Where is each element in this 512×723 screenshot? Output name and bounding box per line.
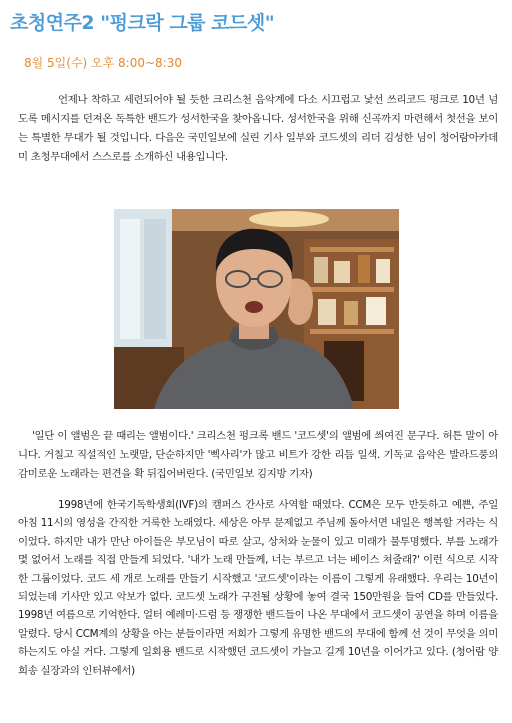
band-leader-photo <box>114 209 399 409</box>
intro-paragraph: 언제나 착하고 세련되어야 될 듯한 크리스천 음악계에 다소 시끄럽고 낯선 쓰리코드 펑크로 10년 넘도록 메시지를 던져온 독특한 밴드가 성서한국을 찾아옵니다. 성서한국을 위해 신곡까지 마련해서 첫선을 보이는 특별한 무대가 될 것입니다. 다음은 국민일보에 실린 기사 일부와 코드셋의 리더 김성한 님이 청어람아카데미 초청무대에서 스스로를 소개하신 내용입니다. <box>18 94 498 163</box>
news-quote-paragraph: '일단 이 앨범은 끝 때리는 앨범이다.' 크리스천 펑크록 밴드 '코드셋'의 앨범에 씌여진 문구다. 허튼 말이 아니다. 거칠고 직설적인 노랫말, 단순하지만 '삑사리'가 많고 비트가 강한 리듬 일색. 기독교 음악은 발라드풍의 감미로운 노래라는 편견을 확 뒤집어버린다. (국민일보 김지방 기자) <box>18 430 498 480</box>
performance-schedule: 8월 5일(수) 오후 8:00~8:30 <box>24 56 182 70</box>
page-title: 초청연주2 "펑크락 그룹 코드셋" <box>10 12 275 34</box>
band-story-paragraph: 1998년에 한국기독학생회(IVF)의 캠퍼스 간사로 사역할 때였다. CCM은 모두 반듯하고 예쁜, 주일 아침 11시의 영성을 간직한 거룩한 노래였다. 세상은 아무 문제없고 주님께 돌아서면 내일은 행복할 거라는 식이었다. 하지만 내가 만난 아이들은 부모님이 따로 살고, 상처와 눈물이 있고 미래가 불투명했다. 부를 노래가 몇 없어서 노래를 직접 만들게 되었다. '내가 노래 만들께, 너는 부르고 너는 베이스 쳐줄래?' 이런 식으로 시작한 그룹이었다. 코드 세 개로 노래를 만들기 시작했고 '코드셋'이라는 이름이 그렇게 유래했다. 우리는 10년이 되었는데 기사만 있고 악보가 없다. 코드셋 노래가 구전될 상황에 놓여 결국 150만원을 들여 CD를 만들었다. 1998년 여름으로 기억한다. 얼터 예레미·드럼 등 쟁쟁한 밴드들이 나온 무대에서 코드셋이 공연을 하며 이름을 알렸다. 당시 CCM계의 상황을 아는 분들이라면 저희가 그렇게 유명한 밴드의 무대에 함께 선 것이 무엇을 의미하는지도 아실 거다. 그렇게 일회용 밴드로 시작했던 코드셋이 가늘고 길게 10년을 이어가고 있다. (청어람 양희송 실장과의 인터뷰에서) <box>18 499 498 677</box>
